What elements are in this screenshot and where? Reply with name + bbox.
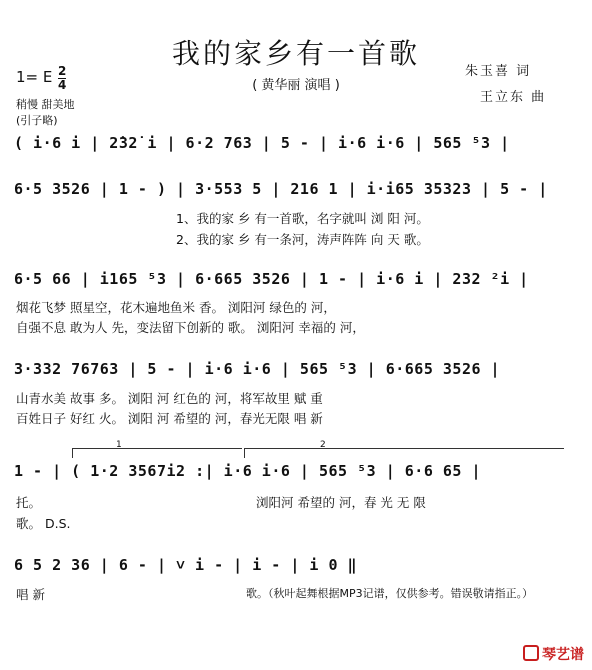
music-line-2: 6·5 3526 | 1 - ) | 3·553 5 | 216 1 | i·i65 35323 | 5 - | <box>14 180 548 198</box>
logo-text: 琴艺谱 <box>542 647 584 663</box>
music-line-1: ( i·6 i | 2̇32̇ i | 6·2 763 | 5 - | i·6 i·6 | 565 ⁵3 | <box>14 134 510 152</box>
site-logo <box>523 644 584 664</box>
volta-bracket-2-start <box>244 448 245 458</box>
song-title: 我的家乡有一首歌 <box>171 37 420 70</box>
lyricist: 朱玉喜 词 <box>465 64 532 79</box>
volta-bracket-1 <box>72 448 242 449</box>
lyric-verse1-line1: 1、我的家 乡 有一首歌，名字就叫 浏 阳 河。 <box>176 211 429 226</box>
lyric-verse2-line3: 百姓日子 好红 火。 浏阳 河 希望的 河，春光无限 唱 新 <box>16 411 323 426</box>
lyric-final-1: 唱 新 <box>16 587 45 602</box>
lyric-verse1-line3: 山青水美 故事 多。 浏阳 河 红色的 河，将军故里 赋 重 <box>16 391 323 406</box>
logo-icon <box>523 645 539 661</box>
lyric-final-2: 歌。（秋叶起舞根据MP3记谱，仅供参考。错误敬请指正。） <box>246 587 534 600</box>
volta-number-2: 2 <box>320 440 326 450</box>
volta-bracket-2 <box>244 448 564 449</box>
lyric-verse2-line1: 2、我的家 乡 有一条河，涛声阵阵 向 天 歌。 <box>176 232 429 247</box>
lyric-verse2-line2: 自强不息 敢为人 先，变法留下创新的 歌。 浏阳河 幸福的 河， <box>16 320 365 335</box>
key-signature: 1= E <box>16 68 53 86</box>
time-signature <box>58 66 66 91</box>
intro-note: (引子略) <box>16 114 58 127</box>
volta-bracket-1-start <box>72 448 73 458</box>
meter-top: 2 <box>58 64 67 78</box>
lyric-ending2: 浏阳河 希望的 河，春 光 无 限 <box>256 495 426 510</box>
meter-bottom: 4 <box>58 78 67 92</box>
music-line-4: 3·332 76763 | 5 - | i·6 i·6 | 565 ⁵3 | 6·665 3526 | <box>14 360 501 378</box>
lyric-ending1: 托。 <box>16 495 42 510</box>
composer: 王立东 曲 <box>480 90 547 105</box>
tempo-marking: 稍慢 甜美地 <box>16 98 75 111</box>
music-line-5: 1 - | ( 1·2 3567i2 :| i·6 i·6 | 565 ⁵3 | 6·6 65 | <box>14 462 482 480</box>
lyric-ds: 歌。 D.S. <box>16 516 71 531</box>
lyric-verse1-line2: 烟花飞梦 照星空，花木遍地鱼米 香。 浏阳河 绿色的 河， <box>16 300 336 315</box>
volta-number-1: 1 <box>116 440 122 450</box>
performer: ( 黄华丽 演唱 ) <box>252 78 340 93</box>
music-line-6: 6 5 2 36 | 6 - | ˅ i - | i - | i 0 ‖ <box>14 556 358 574</box>
music-line-3: 6·5 66 | i165 ⁵3 | 6·665 3526 | 1 - | i·6 i | 232 ²i | <box>14 270 529 288</box>
